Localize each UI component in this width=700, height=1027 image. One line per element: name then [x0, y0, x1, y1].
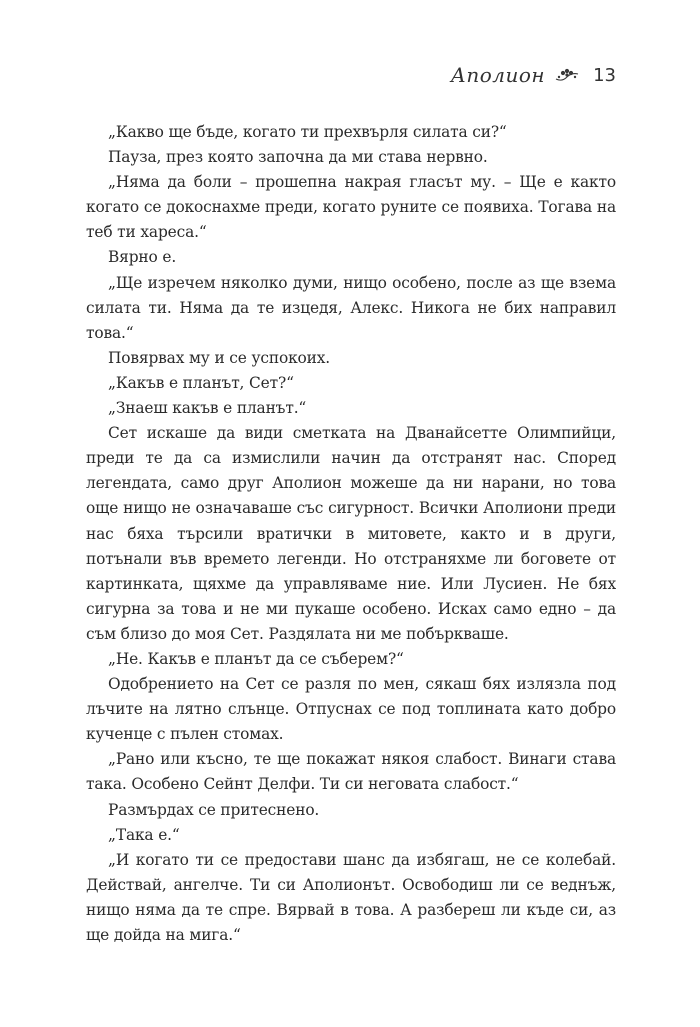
paragraph: „Какъв е планът, Сет?“ — [108, 373, 294, 392]
floral-ornament-icon — [554, 67, 580, 83]
paragraph: Вярно е. — [108, 248, 177, 267]
paragraph: „Така е.“ — [108, 825, 180, 844]
paragraph: „Какво ще бъде, когато ти прехвърля силата си?“ — [108, 123, 507, 141]
paragraph: „И когато ти се предостави шанс да избягаш, не се колебай. Действай, ангелче. Ти си Аполионът. Освободиш ли се веднъж, нищо няма да те спре. Вярвай в това. А разбереш ли къде си, аз ще дойда на мига.“ — [86, 850, 616, 944]
running-head — [451, 60, 616, 90]
paragraph: Пауза, през която започна да ми става нервно. — [108, 148, 488, 167]
paragraph: „Не. Какъв е планът да се съберем?“ — [108, 649, 404, 668]
running-title: Аполион — [450, 63, 546, 87]
paragraph: „Рано или късно, те ще покажат някоя слабост. Винаги става така. Особено Сейнт Делфи. Ти си неговата слабост.“ — [86, 750, 616, 794]
paragraph: Сет искаше да види сметката на Дванайсетте Олимпийци, преди те да са измислили начин да отстранят нас. Според легендата, само друг Аполион можеше да ни нарани, но това още нищо не означаваше със сигурност. Всички Аполиони преди нас бяха търсили вратички в митовете, както и в други, потънали във времето легенди. Но отстраняхме ли боговете от картинката, щяхме да управляваме ние. Или Лусиен. Не бях сигурна за това и не ми пукаше особено. Исках само едно – да съм близо до моя Сет. Раздялата ни ме побъркваше. — [86, 424, 616, 643]
paragraph: Одобрението на Сет се разля по мен, сякаш бях излязла под лъчите на лятно слънце. Отпуснах се под топлината като добро кученце с пълен стомах. — [86, 675, 616, 744]
paragraph: „Знаеш какъв е планът.“ — [108, 399, 307, 418]
paragraph: Размърдах се притеснено. — [108, 800, 320, 819]
page-body — [86, 120, 616, 948]
paragraph: Повярвах му и се успокоих. — [108, 348, 331, 367]
page-number: 13 — [593, 64, 616, 86]
paragraph: „Ще изречем няколко думи, нищо особено, после аз ще взема силата ти. Няма да те изцедя, Алекс. Никога не бих направил това.“ — [86, 273, 616, 342]
paragraph: „Няма да боли – прошепна накрая гласът му. – Ще е както когато се докоснахме преди, когато руните се появиха. Тогава на теб ти хареса.“ — [86, 173, 616, 242]
